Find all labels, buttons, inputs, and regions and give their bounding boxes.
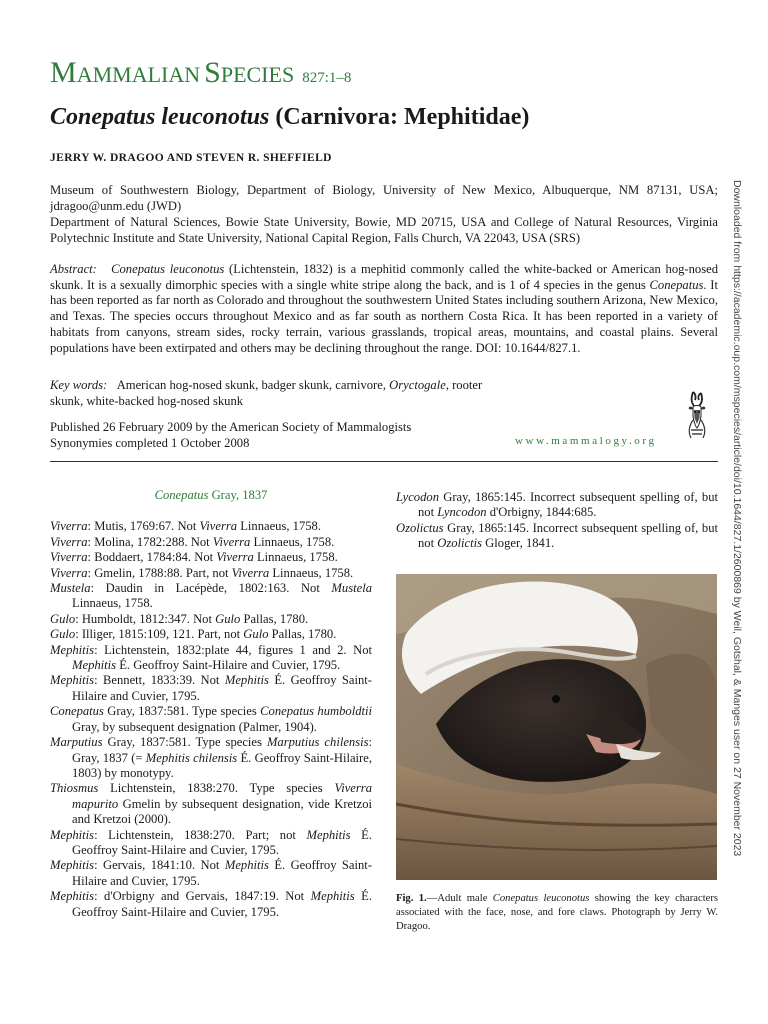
keywords-text-2: , rooter skunk, white-backed hog-nosed skunk — [50, 378, 483, 408]
synonym-text: Gray, 1837:581. Type species — [103, 704, 261, 719]
synonym-italic-name: Viverra — [199, 519, 238, 534]
header-divider — [50, 461, 718, 462]
synonym-text: : Molina, 1782:288. Not — [87, 534, 213, 549]
synonym-entry — [50, 828, 372, 859]
skunk-photograph — [396, 574, 717, 880]
keywords — [50, 378, 510, 409]
abstract-text-1: (Lichtenstein, 1832) is a mephitid commonly called the white-backed or American hog-nosed skunk. It is a sexually dimorphic species with a single white stripe along the back, and is 1 of 4 species in the genus — [50, 262, 718, 292]
synonym-text: : Gervais, 1841:10. Not — [94, 858, 225, 873]
synonym-entry — [50, 581, 372, 612]
synonymy-right-column — [396, 490, 718, 552]
synonym-text: Linnaeus, 1758. — [253, 550, 338, 565]
published-line: Published 26 February 2009 by the American Society of Mammalogists — [50, 420, 412, 434]
synonym-text: : Bennett, 1833:39. Not — [94, 673, 225, 688]
synonym-text: É. Geoffroy Saint-Hilaire and Cuvier, 1795. — [72, 673, 372, 703]
title-species: Conepatus leuconotus — [50, 104, 270, 130]
synonym-text: Gmelin by subsequent designation, vide Kretzoi and Kretzoi (2000). — [72, 796, 372, 827]
synonym-text: É. Geoffroy Saint-Hilaire and Cuvier, 1795. — [72, 827, 372, 857]
title-taxonomy: (Carnivora: Mephitidae) — [275, 104, 530, 130]
synonym-text: : Gray, 1837 (= — [72, 735, 373, 765]
synonym-text: É. Geoffroy Saint-Hilaire, 1803) by monotypy. — [72, 750, 372, 780]
journal-initial-m: M — [50, 56, 77, 89]
synonym-entry — [50, 550, 372, 565]
synonym-entry — [50, 643, 372, 674]
synonym-text: : Humboldt, 1812:347. Not — [75, 611, 216, 626]
synonym-italic-name: Thiosmus — [50, 781, 99, 796]
synonym-text: Linnaeus, 1758. — [250, 534, 335, 549]
synonym-italic-name: Viverra — [50, 534, 88, 549]
synonym-text: : Illiger, 1815:109, 121. Part, not — [75, 627, 244, 642]
synonym-italic-name: Conepatus humboldtii — [260, 704, 372, 719]
synonym-italic-name: Viverra — [50, 565, 88, 580]
synonym-italic-name: Marputius chilensis — [266, 735, 369, 750]
synonym-italic-name: Gulo — [215, 611, 241, 626]
synonym-text: Pallas, 1780. — [268, 627, 337, 642]
affiliation-1: Museum of Southwestern Biology, Department of Biology, University of New Mexico, Albuquerque, NM 87131, USA; jdragoo@unm.edu (JWD) — [50, 183, 718, 213]
synonym-text: : Mutis, 1769:67. Not — [87, 519, 200, 534]
synonym-text: Linnaeus, 1758. — [72, 596, 153, 611]
synonym-entry — [50, 735, 372, 781]
synonym-italic-name: Mephitis — [224, 673, 269, 688]
synonym-italic-name: Viverra — [231, 565, 270, 580]
synonym-italic-name: Mephitis — [306, 827, 351, 842]
synonym-italic-name: Gulo — [50, 627, 76, 642]
genus-heading-authority: Gray, 1837 — [208, 488, 268, 502]
abstract-species: Conepatus leuconotus — [111, 262, 225, 276]
synonym-text: É. Geoffroy Saint-Hilaire and Cuvier, 1795. — [72, 858, 372, 888]
synonym-italic-name: Mephitis — [50, 858, 95, 873]
website-link[interactable]: www.mammalogy.org — [515, 435, 657, 447]
figure-caption — [396, 892, 718, 934]
synonym-text: Linnaeus, 1758. — [237, 519, 322, 534]
synonym-italic-name: Mustela — [331, 581, 372, 596]
synonym-text: Lichtenstein, 1838:270. Type species — [98, 781, 335, 796]
synonym-entry — [50, 612, 372, 627]
synonym-italic-name: Lyncodon — [437, 505, 487, 520]
synonym-entry — [50, 858, 372, 889]
synonym-entry — [396, 521, 718, 552]
journal-rest-s: PECIES — [220, 62, 295, 87]
abstract-label: Abstract: — [50, 262, 97, 276]
download-note-text: Downloaded from https://academic.oup.com/mspecies/article/doi/10.1644/827.1/2600869 by Weil, Gotshal, & Manges user on 27 November 2023 — [731, 180, 743, 857]
synonym-italic-name: Viverra — [212, 534, 251, 549]
synonymy-left-column — [50, 488, 372, 920]
publication-info — [50, 420, 411, 451]
pronghorn-logo-icon — [679, 390, 719, 440]
synonym-text: Gray, 1865:145. Incorrect subsequent spelling of, but not — [418, 520, 718, 551]
figure-text-2: showing the key characters associated with the face, nose, and fore claws. Photograph by Jerry W. Dragoo. — [396, 893, 718, 932]
synonym-text: Gray, 1837:581. Type species — [102, 735, 267, 750]
synonym-entry — [50, 889, 372, 920]
synonym-italic-name: Mephitis chilensis — [145, 750, 238, 765]
synonym-italic-name: Gulo — [50, 611, 76, 626]
synonym-italic-name: Mephitis — [310, 889, 355, 904]
synonym-text: É. Geoffroy Saint-Hilaire and Cuvier, 1795. — [72, 889, 372, 919]
synonym-text: : Boddaert, 1784:84. Not — [87, 550, 217, 565]
journal-pages: 827:1–8 — [302, 70, 352, 86]
synonym-italic-name: Mephitis — [50, 889, 95, 904]
synonym-entry — [396, 490, 718, 521]
synonym-italic-name: Viverra mapurito — [72, 781, 372, 811]
figure-species: Conepatus leuconotus — [492, 893, 590, 904]
keywords-label: Key words: — [50, 378, 108, 392]
abstract-genus: Conepatus — [649, 277, 704, 292]
synonym-italic-name: Marputius — [50, 735, 103, 750]
genus-heading — [50, 488, 372, 503]
synonym-italic-name: Viverra — [216, 550, 254, 565]
genus-heading-name: Conepatus — [154, 488, 209, 502]
synonym-text: d'Orbigny, 1844:685. — [486, 505, 597, 520]
synonym-entry — [50, 781, 372, 827]
synonym-text: : Gmelin, 1788:88. Part, not — [87, 565, 232, 580]
figure-text-1: —Adult male — [426, 893, 493, 904]
authors: JERRY W. DRAGOO AND STEVEN R. SHEFFIELD — [50, 152, 332, 164]
synonym-entry — [50, 673, 372, 704]
synonym-text: Gray, 1865:145. Incorrect subsequent spelling of, but not — [418, 490, 718, 520]
synonym-text: : Lichtenstein, 1832:plate 44, figures 1 and 2. Not — [94, 642, 372, 657]
synonym-entry — [50, 535, 372, 550]
keywords-italic: Oryctogale — [389, 378, 446, 392]
synonym-list-right — [396, 490, 718, 552]
synonym-italic-name: Mephitis — [224, 858, 269, 873]
journal-initial-s: S — [204, 56, 221, 89]
keywords-text-1: American hog-nosed skunk, badger skunk, carnivore, — [116, 378, 390, 392]
abstract — [50, 262, 718, 356]
synonym-entry — [50, 566, 372, 581]
download-note — [731, 180, 752, 860]
synonym-italic-name: Gulo — [243, 627, 269, 642]
synonym-italic-name: Mephitis — [50, 827, 95, 842]
journal-rest-m: AMMALIAN — [76, 62, 201, 87]
synonym-italic-name: Viverra — [50, 550, 88, 565]
synonym-text: Linnaeus, 1758. — [269, 565, 354, 580]
synonym-italic-name: Lycodon — [396, 490, 439, 504]
synonym-italic-name: Mustela — [50, 581, 91, 596]
synonym-entry — [50, 627, 372, 642]
synonym-entry — [50, 519, 372, 534]
affiliation-2: Department of Natural Sciences, Bowie State University, Bowie, MD 20715, USA and College of Natural Resources, Virginia Polytechnic Institute and State University, National Capital Region, Falls Church, VA 22043, USA (SRS) — [50, 215, 718, 245]
synonym-text: : d'Orbigny and Gervais, 1847:19. Not — [94, 889, 311, 904]
synonym-italic-name: Viverra — [50, 519, 88, 534]
synonym-italic-name: Mephitis — [50, 642, 95, 657]
synonym-text: : Lichtenstein, 1838:270. Part; not — [94, 827, 307, 842]
abstract-text-2: . It has been reported as far north as Colorado and throughout the southwestern United States including southern Arizona, New Mexico, and Texas. The species occurs throughout Mexico and as far south as northern Costa Rica. It has been reported in a variety of habitats from canyons, stream sides, rocky terrain, various grasslands, tropical areas, mountains, and coastal plains. Several populations have been extirpated and others may be declining throughout the range. DOI: 10.1644/827.1. — [50, 277, 718, 355]
synonym-entry — [50, 704, 372, 735]
synonym-italic-name: Mephitis — [72, 658, 117, 673]
synonym-text: Gray, by subsequent designation (Palmer, 1904). — [72, 719, 317, 734]
journal-name — [50, 56, 351, 90]
synonym-italic-name: Ozolictis — [437, 536, 483, 551]
synonym-text: É. Geoffroy Saint-Hilaire and Cuvier, 1795. — [116, 658, 341, 673]
synonym-text: : Daudin in Lacépède, 1802:163. Not — [90, 581, 332, 596]
article-title — [50, 104, 529, 131]
synonymies-line: Synonymies completed 1 October 2008 — [50, 435, 250, 450]
synonym-text: Pallas, 1780. — [240, 611, 309, 626]
synonym-text: Gloger, 1841. — [482, 536, 555, 551]
synonym-italic-name: Mephitis — [50, 673, 95, 688]
figure-label: Fig. 1. — [396, 893, 427, 904]
synonym-italic-name: Ozolictus — [396, 520, 444, 535]
synonym-list-left — [50, 519, 372, 920]
synonym-italic-name: Conepatus — [50, 704, 104, 719]
